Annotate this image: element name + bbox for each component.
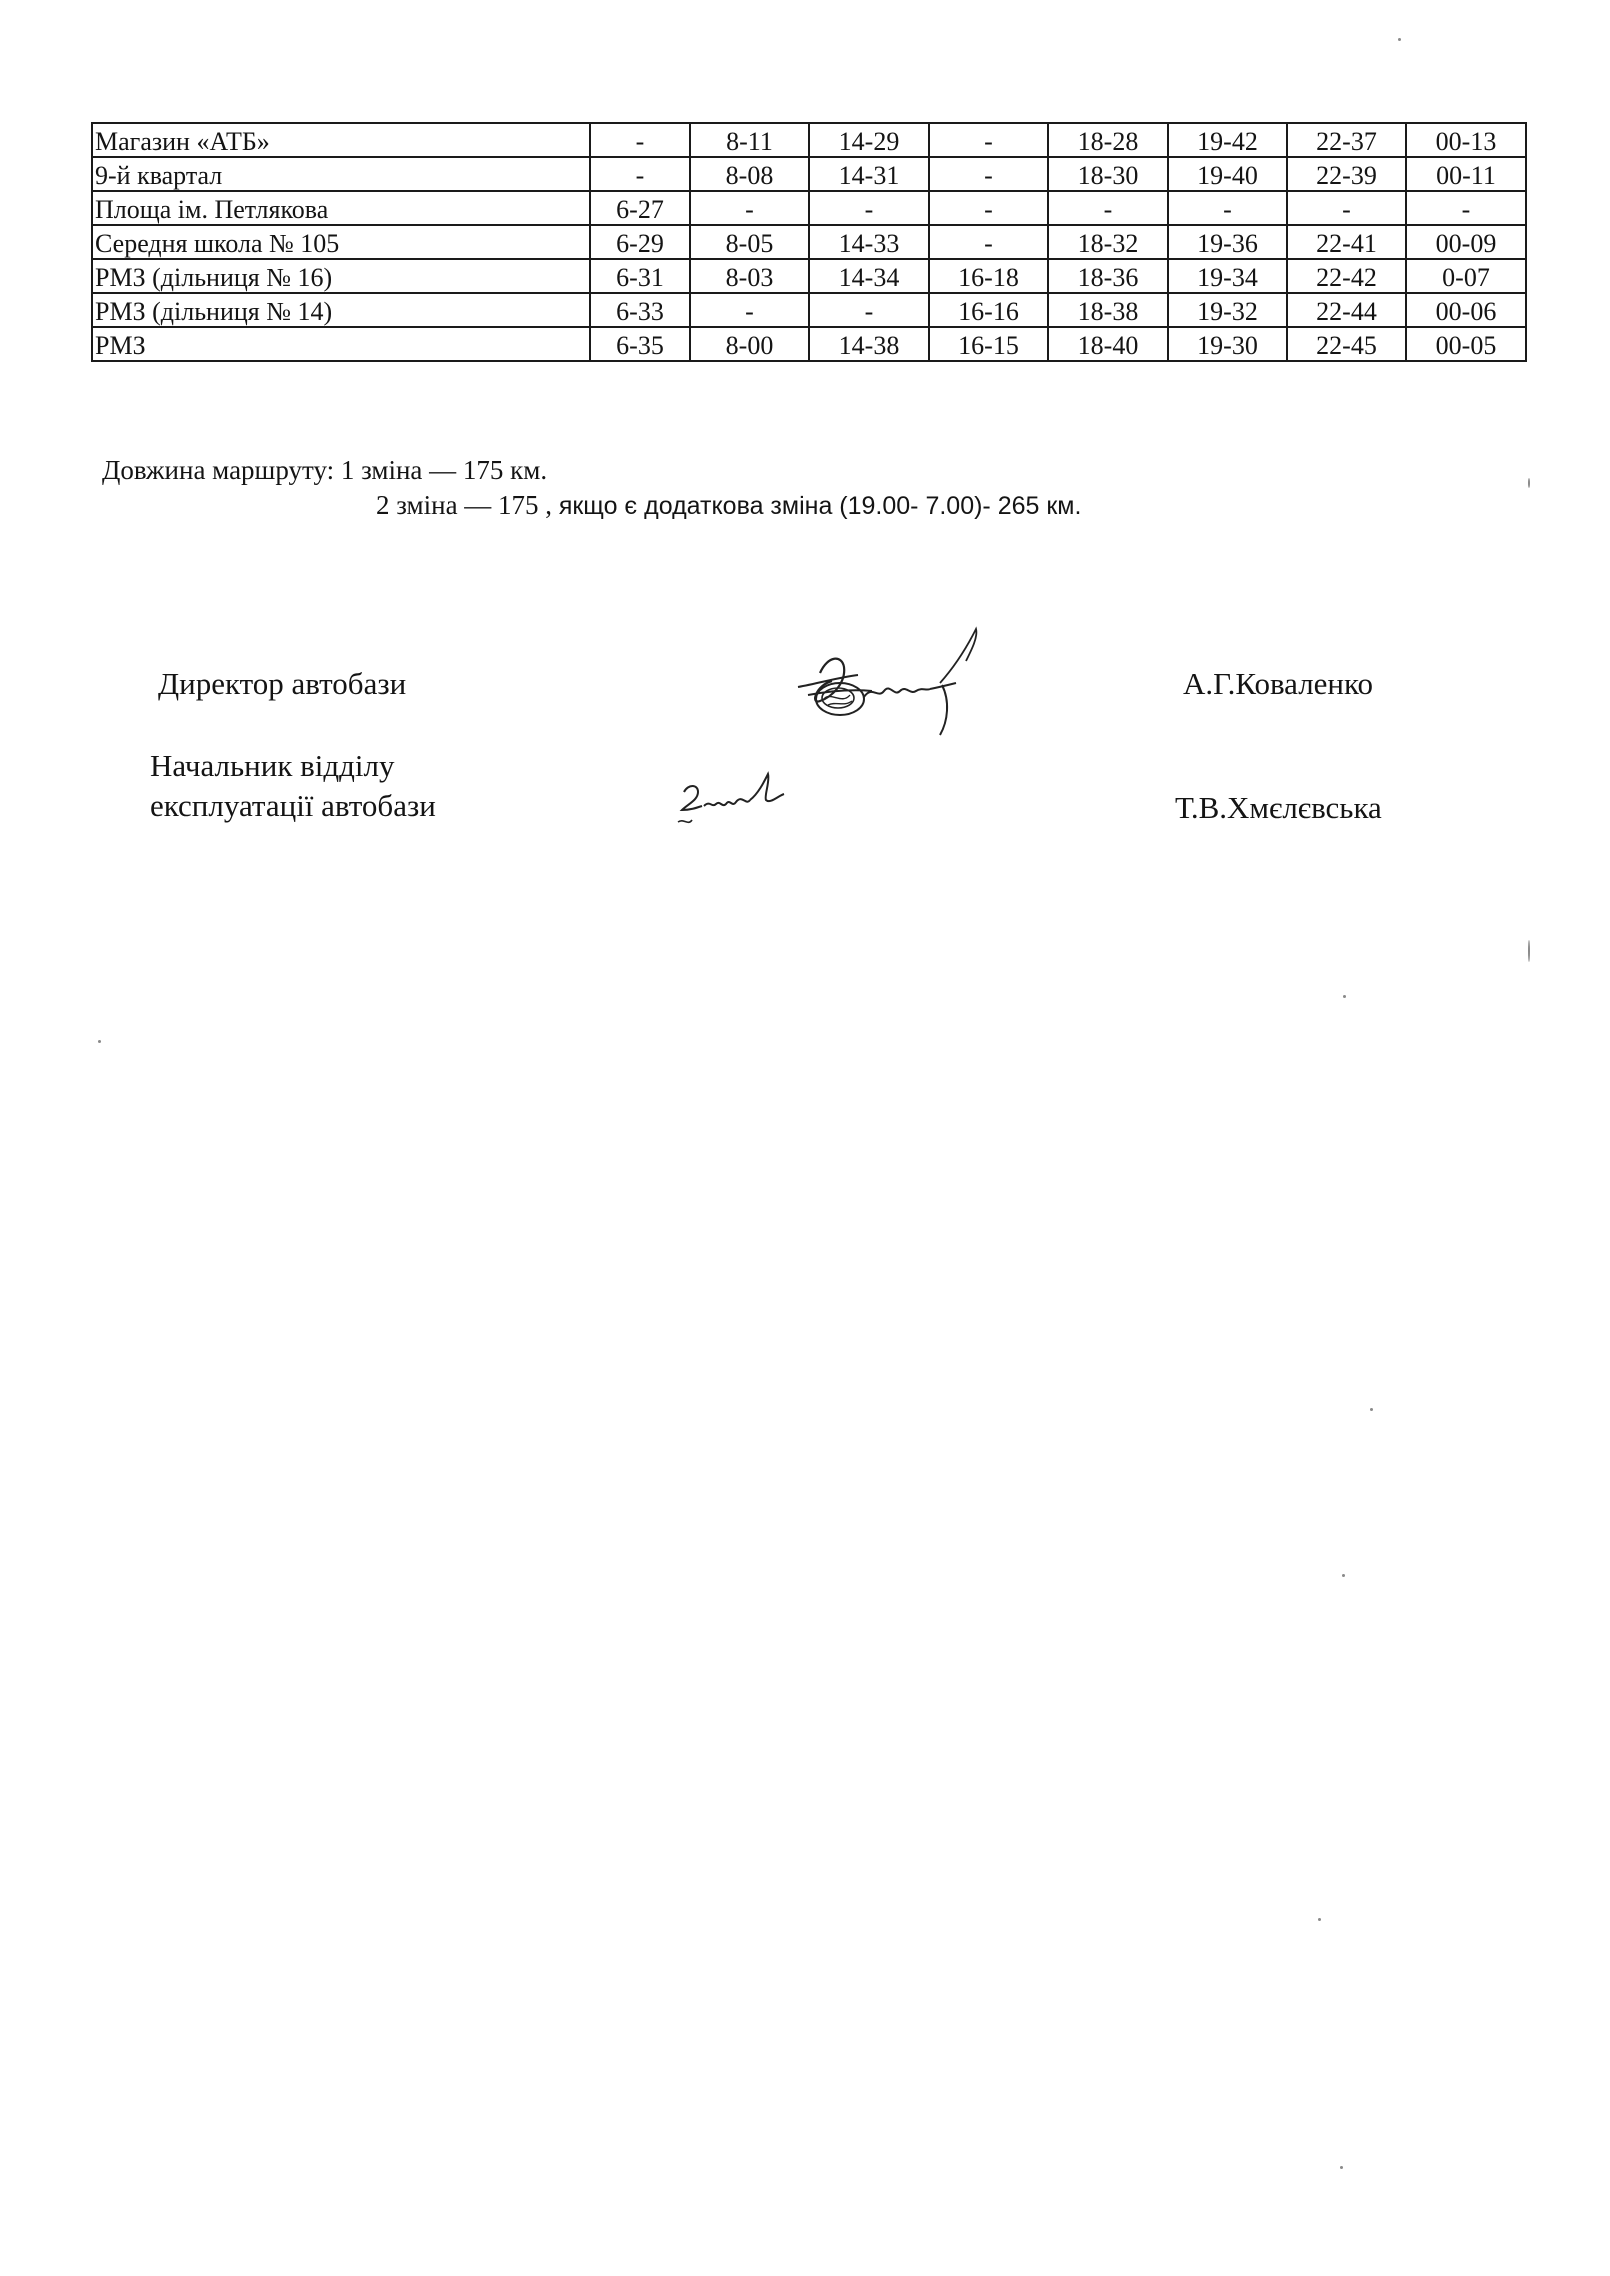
departure-time-cell — [1168, 327, 1287, 361]
departure-time-cell — [1168, 157, 1287, 191]
departure-time-cell — [809, 191, 929, 225]
schedule-row — [92, 293, 1526, 327]
schedule-row — [92, 123, 1526, 157]
stop-name-cell — [92, 123, 590, 157]
departure-time: 19-36 — [1197, 229, 1258, 258]
stop-name-cell — [92, 327, 590, 361]
departure-time-cell — [929, 191, 1048, 225]
departure-time-cell — [1168, 123, 1287, 157]
departure-time-cell — [929, 259, 1048, 293]
route-length-extra-shift: якщо є додаткова зміна (19.00- 7.00)- 265 км. — [558, 492, 1082, 520]
scan-speck — [1340, 2166, 1343, 2169]
departure-time: 19-34 — [1197, 263, 1258, 292]
departure-time: 18-38 — [1077, 297, 1139, 326]
departure-time: 18-36 — [1077, 263, 1139, 292]
departure-time-cell — [809, 259, 929, 293]
departure-time: 00-11 — [1436, 161, 1496, 190]
scan-speck — [1398, 38, 1401, 41]
stop-name-cell — [92, 157, 590, 191]
departure-time: 19-32 — [1197, 297, 1258, 326]
departure-time-cell — [590, 157, 690, 191]
departure-time-cell — [590, 191, 690, 225]
departure-time: - — [745, 195, 754, 224]
departure-time-cell — [690, 123, 809, 157]
departure-time-cell — [590, 225, 690, 259]
head-title-line-2: експлуатації автобази — [150, 788, 436, 823]
departure-time-cell — [929, 157, 1048, 191]
departure-time-cell — [1168, 259, 1287, 293]
departure-time: 22-42 — [1316, 263, 1377, 292]
route-length-line-1 — [102, 455, 547, 486]
departure-time-cell — [590, 293, 690, 327]
stop-name: Площа ім. Петлякова — [95, 195, 329, 224]
bus-schedule-table — [91, 122, 1527, 362]
departure-time: 18-40 — [1077, 331, 1139, 360]
departure-time: 00-09 — [1435, 229, 1497, 258]
route-length-line-2 — [376, 490, 1081, 521]
departure-time-cell — [690, 293, 809, 327]
departure-time: - — [984, 161, 993, 190]
departure-time-cell — [590, 123, 690, 157]
head-title-line-1: Начальник відділу — [150, 748, 395, 783]
departure-time-cell — [1287, 225, 1406, 259]
departure-time-cell — [809, 157, 929, 191]
departure-time: 0-07 — [1442, 263, 1490, 292]
departure-time: 22-39 — [1316, 161, 1377, 190]
departure-time: 18-28 — [1077, 127, 1139, 156]
scan-speck — [1528, 940, 1530, 962]
route-length-label: Довжина маршруту: — [102, 455, 335, 485]
schedule-row — [92, 225, 1526, 259]
stop-name: Магазин «АТБ» — [95, 127, 270, 156]
departure-time-cell — [690, 259, 809, 293]
departure-time: - — [984, 127, 993, 156]
stop-name: Середня школа № 105 — [95, 229, 340, 258]
head-of-operations-title — [150, 746, 436, 826]
departure-time-cell — [929, 327, 1048, 361]
departure-time-cell — [690, 157, 809, 191]
stop-name: РМЗ (дільниця № 14) — [95, 297, 333, 326]
departure-time: 8-03 — [725, 263, 774, 292]
head-signature-mark — [674, 770, 794, 840]
departure-time: 16-18 — [958, 263, 1019, 292]
departure-time-cell — [1406, 259, 1526, 293]
departure-time: 8-05 — [725, 229, 774, 258]
departure-time: - — [1223, 195, 1232, 224]
departure-time-cell — [929, 123, 1048, 157]
scan-speck — [1370, 1408, 1373, 1411]
departure-time-cell — [690, 191, 809, 225]
departure-time-cell — [1048, 259, 1168, 293]
schedule-row — [92, 327, 1526, 361]
departure-time: - — [635, 127, 645, 156]
departure-time: - — [984, 229, 993, 258]
departure-time-cell — [1048, 123, 1168, 157]
departure-time: - — [635, 161, 645, 190]
departure-time: 22-45 — [1316, 331, 1377, 360]
route-length-shift-1: 1 зміна — 175 км. — [340, 455, 548, 485]
route-length-shift-2: 2 зміна — 175 , — [376, 490, 553, 520]
departure-time: - — [1342, 195, 1351, 224]
director-signature-mark — [780, 625, 1010, 745]
departure-time-cell — [1048, 293, 1168, 327]
departure-time-cell — [1048, 327, 1168, 361]
schedule-row — [92, 157, 1526, 191]
departure-time: 19-42 — [1197, 127, 1258, 156]
departure-time: 14-38 — [838, 331, 900, 360]
departure-time: 19-40 — [1197, 161, 1258, 190]
departure-time-cell — [1048, 225, 1168, 259]
departure-time-cell — [690, 225, 809, 259]
departure-time-cell — [1287, 123, 1406, 157]
scan-speck — [1528, 478, 1530, 488]
departure-time: 18-32 — [1077, 229, 1139, 258]
departure-time: - — [984, 195, 993, 224]
departure-time: - — [745, 297, 754, 326]
departure-time-cell — [809, 293, 929, 327]
departure-time: 14-34 — [838, 263, 900, 292]
departure-time-cell — [1406, 123, 1526, 157]
stop-name-cell — [92, 225, 590, 259]
departure-time-cell — [809, 327, 929, 361]
departure-time-cell — [809, 123, 929, 157]
departure-time-cell — [1406, 157, 1526, 191]
departure-time-cell — [1406, 225, 1526, 259]
departure-time: 8-00 — [725, 331, 774, 360]
schedule-row — [92, 259, 1526, 293]
departure-time-cell — [1406, 327, 1526, 361]
stop-name-cell — [92, 293, 590, 327]
departure-time: 18-30 — [1077, 161, 1139, 190]
departure-time: 22-41 — [1316, 229, 1377, 258]
departure-time-cell — [1168, 293, 1287, 327]
departure-time-cell — [590, 259, 690, 293]
scan-speck — [1318, 1918, 1321, 1921]
schedule-body — [92, 123, 1526, 361]
departure-time-cell — [1048, 157, 1168, 191]
departure-time: - — [1103, 195, 1113, 224]
departure-time: - — [864, 195, 874, 224]
departure-time-cell — [929, 225, 1048, 259]
departure-time: 6-33 — [616, 297, 664, 326]
departure-time: 19-30 — [1197, 331, 1258, 360]
departure-time: 6-35 — [616, 331, 664, 360]
director-name: А.Г.Коваленко — [1183, 666, 1374, 701]
departure-time-cell — [1168, 225, 1287, 259]
scan-speck — [1342, 1574, 1345, 1577]
director-title: Директор автобази — [158, 666, 407, 701]
departure-time: 14-31 — [838, 161, 900, 190]
schedule-row — [92, 191, 1526, 225]
departure-time-cell — [1406, 191, 1526, 225]
departure-time-cell — [1287, 191, 1406, 225]
stop-name-cell — [92, 191, 590, 225]
departure-time-cell — [1287, 327, 1406, 361]
departure-time: 00-13 — [1435, 127, 1497, 156]
departure-time-cell — [1287, 293, 1406, 327]
departure-time-cell — [1287, 157, 1406, 191]
departure-time: 00-05 — [1435, 331, 1497, 360]
stop-name-cell — [92, 259, 590, 293]
departure-time: 22-44 — [1316, 297, 1377, 326]
stop-name: РМЗ (дільниця № 16) — [95, 263, 333, 292]
departure-time: 16-16 — [958, 297, 1019, 326]
departure-time-cell — [929, 293, 1048, 327]
departure-time-cell — [1406, 293, 1526, 327]
stop-name: 9-й квартал — [95, 161, 223, 190]
departure-time-cell — [590, 327, 690, 361]
departure-time-cell — [690, 327, 809, 361]
departure-time: 8-08 — [725, 161, 774, 190]
departure-time-cell — [1168, 191, 1287, 225]
departure-time: 6-27 — [616, 195, 664, 224]
departure-time: 14-29 — [838, 127, 900, 156]
departure-time: - — [864, 297, 874, 326]
departure-time: 8-11 — [726, 127, 773, 156]
departure-time: 22-37 — [1316, 127, 1377, 156]
departure-time-cell — [1048, 191, 1168, 225]
head-of-operations-name: Т.В.Хмєлєвська — [1175, 790, 1382, 825]
scan-speck — [1343, 995, 1346, 998]
stop-name: РМЗ — [95, 331, 146, 360]
departure-time: 00-06 — [1435, 297, 1497, 326]
departure-time: 6-31 — [616, 263, 664, 292]
departure-time: 16-15 — [958, 331, 1019, 360]
departure-time: 14-33 — [838, 229, 900, 258]
departure-time-cell — [1287, 259, 1406, 293]
departure-time: - — [1461, 195, 1471, 224]
departure-time: 6-29 — [616, 229, 664, 258]
scan-speck — [98, 1040, 101, 1043]
departure-time-cell — [809, 225, 929, 259]
